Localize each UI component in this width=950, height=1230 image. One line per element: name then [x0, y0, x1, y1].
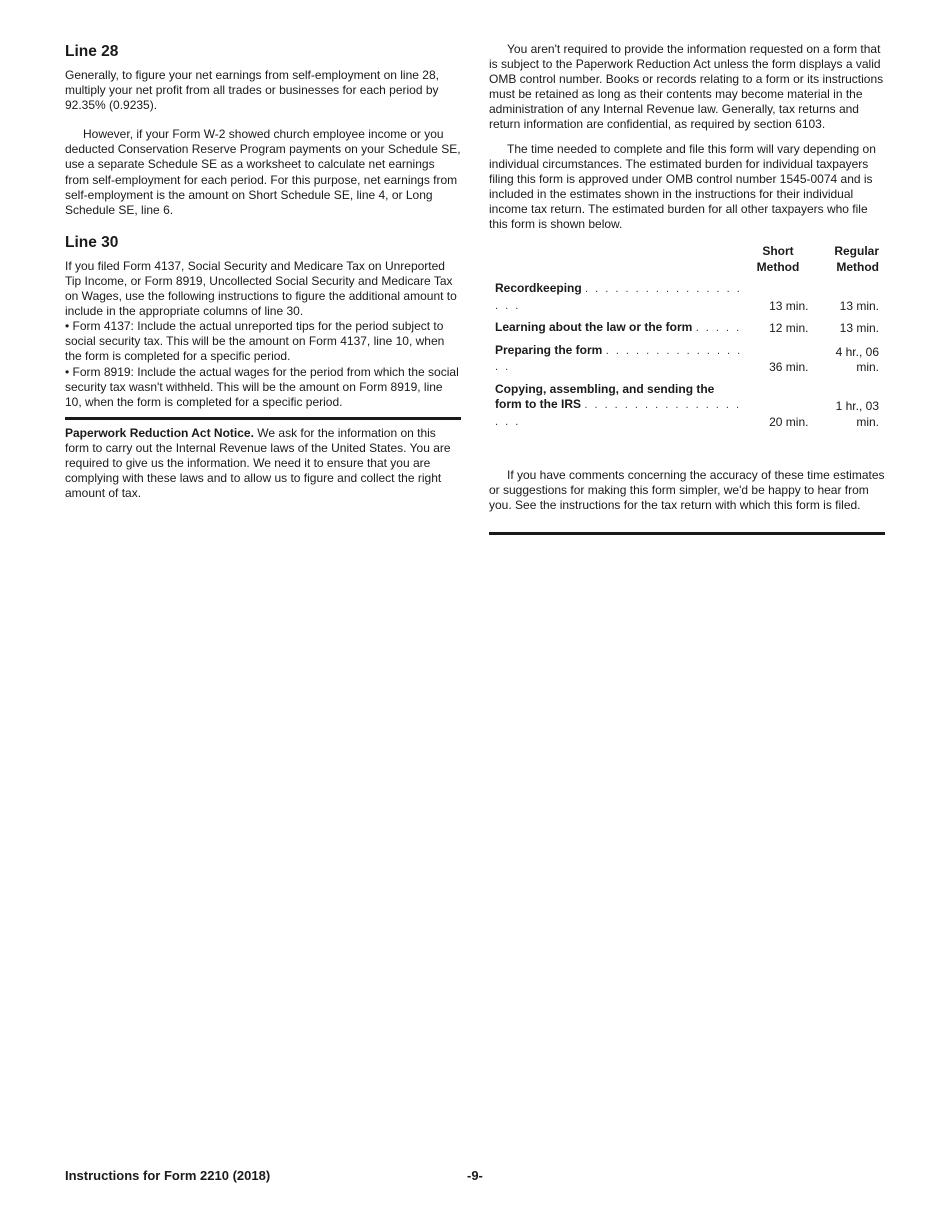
line30-intro: If you filed Form 4137, Social Security and Medicare Tax on Unreported Tip Income, or Form 8919, Uncollected Social Security and Medicare Tax on Wages, use the following instructions to figure the additional amount to include in the appropriate columns of line 30. [65, 258, 457, 319]
comments-paragraph: If you have comments concerning the accuracy of these time estimates or suggestions for making this form simpler, we'd be happy to hear from you. See the instructions for the tax return with which this form is filed. [489, 468, 885, 513]
line28-paragraph-2: However, if your Form W-2 showed church employee income or you deducted Conservation Reserve Program payments on your Schedule SE, use a separate Schedule SE as a worksheet to calculate net earnings from self-employment for each period. For this purpose, net earnings from self-employment is the amount on Short Schedule SE, line 4, or Long Schedule SE, line 6. [65, 127, 461, 217]
row-label-2: form to the IRS [495, 397, 581, 412]
col-short-header: Short [762, 244, 794, 259]
line28-paragraph-1: Generally, to figure your net earnings from self-employment on line 28, multiply your net profit from all trades or businesses for each period by 92.35% (0.9235). [65, 68, 439, 113]
row-label: Learning about the law or the form [495, 320, 693, 335]
col-regular-header: Regular [834, 244, 879, 259]
paperwork-reduction-notice [65, 426, 461, 501]
paperwork-reduction-text: We ask for the information on this form to carry out the Internal Revenue laws of the United States. You are required to give us the information. We need it to ensure that you are complying with these laws and to allow us to figure and collect the right amount of tax. [65, 425, 451, 501]
row-label: Recordkeeping [495, 281, 582, 296]
table-row [489, 376, 885, 431]
leader-dots: . . . . . [695, 322, 742, 335]
table-row [489, 275, 885, 314]
burden-table-header [489, 244, 885, 275]
line28-heading: Line 28 [65, 43, 119, 60]
omb-paragraph: You aren't required to provide the information requested on a form that is subject to the Paperwork Reduction Act unless the form displays a valid OMB control number. Books or records relating to a form or its instructions must be retained as long as their contents may become material in the administration of any Internal Revenue law. Generally, tax returns and return information are confidential, as required by section 6103. [489, 42, 884, 132]
line30-heading: Line 30 [65, 233, 119, 251]
short-value: 36 min. [769, 360, 809, 375]
col-regular-header-2: Method [836, 259, 879, 274]
page-number: -9- [467, 1168, 483, 1183]
paperwork-reduction-title: Paperwork Reduction Act Notice. [65, 425, 254, 440]
table-row [489, 314, 885, 337]
burden-table [489, 244, 885, 430]
row-label: Preparing the form [495, 342, 603, 357]
left-column [65, 42, 461, 501]
regular-value: 13 min. [839, 298, 879, 313]
end-rule [489, 532, 885, 535]
row-label: Copying, assembling, and sending the [495, 381, 715, 396]
right-column [489, 42, 885, 535]
leader-dots: . . . . . . . . . . . . . . . . [495, 344, 743, 374]
short-value: 20 min. [769, 414, 809, 429]
regular-value: 4 hr., 06 [835, 344, 879, 359]
leader-dots: . . . . . . . . . . . . . . . . . . . [495, 283, 742, 312]
short-value: 13 min. [769, 298, 809, 313]
regular-value-unit: min. [856, 360, 879, 375]
short-value: 12 min. [769, 321, 809, 336]
table-row [489, 337, 885, 376]
regular-value-unit: min. [856, 414, 879, 429]
section-divider [65, 417, 461, 420]
leader-dots: . . . . . . . . . . . . . . . . . . . [495, 399, 742, 428]
regular-value: 1 hr., 03 [835, 399, 879, 414]
line30-bullet-form-8919: • Form 8919: Include the actual wages for the period from which the social security tax wasn't withheld. This will be the amount on Form 8919, line 10, when the form is completed for a specific period. [65, 364, 459, 409]
footer-title: Instructions for Form 2210 (2018) [65, 1168, 271, 1183]
burden-paragraph: The time needed to complete and file this form will vary depending on individual circumstances. The estimated burden for individual taxpayers filing this form is approved under OMB control number 1545-0074 and is included in the estimates shown in the instructions for their individual income tax return. The estimated burden for all other taxpayers who file this form is shown below. [489, 141, 876, 232]
regular-value: 13 min. [839, 321, 879, 336]
line30-bullet-form-4137: • Form 4137: Include the actual unreported tips for the period subject to social security tax. This will be the amount on Form 4137, line 10, when the form is completed for a specific period. [65, 319, 445, 364]
col-short-header-2: Method [756, 259, 800, 274]
